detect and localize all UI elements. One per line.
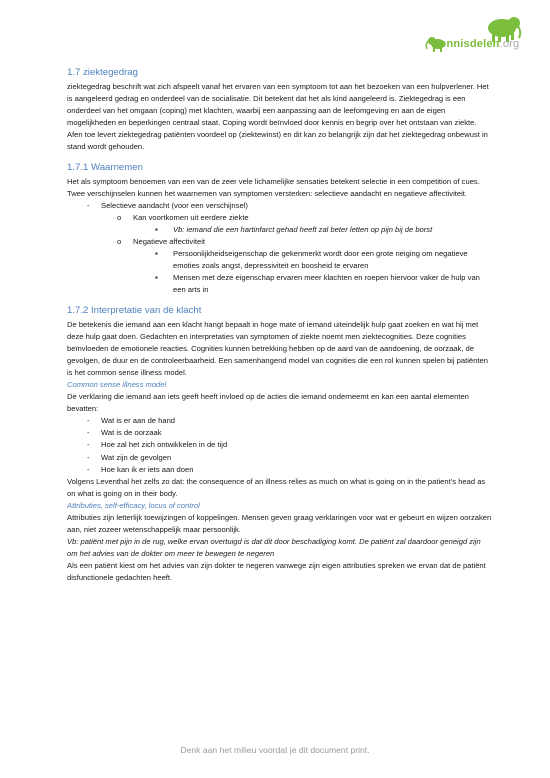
- paragraph-verklaring: De verklaring die iemand aan iets geeft heeft invloed op de acties die iemand onderneemt en kan een aantal elementen bevatten:: [67, 392, 469, 414]
- logo-text-main: Kennisdelen: [432, 38, 500, 50]
- bullet-list-elementen: [67, 415, 492, 475]
- list-item: - Hoe zal het zich ontwikkelen in de tijd: [67, 439, 492, 451]
- paragraph-voorbeeld: Vb: patiënt met pijn in de rug, welke ervan overtuigd is dat dit door beschadiging komt. De patiënt zal daardoor geneigd zijn om het advies van de dokter om meer te bewegen te negeren: [67, 537, 481, 559]
- logo-text-tld: .org: [499, 38, 520, 50]
- list-item: - Selectieve aandacht (voor een verschijnsel): [67, 200, 492, 212]
- list-item: - Hoe kan ik er iets aan doen: [67, 464, 492, 476]
- document-body: [67, 66, 492, 585]
- site-logo[interactable]: [418, 14, 528, 54]
- list-item: ▪ Persoonlijkheidseigenschap die gekenmerkt wordt door een grote neiging om negatieve emoties zoals angst, depressiviteit en boosheid te ervaren: [67, 248, 492, 272]
- paragraph-waarnemen: Het als symptoom benoemen van een van de zeer vele lichamelijke sensaties betekent selectie in een competition of cues. Twee verschijnselen kunnen het waarnemen van symptomen versterken: selectieve aandacht en negatieve affectiviteit.: [67, 176, 480, 198]
- list-item: ▪ Mensen met deze eigenschap ervaren meer klachten en roepen hiervoor vaker de hulp van een arts in: [67, 272, 492, 296]
- page-footer: Denk aan het milieu voordat je dit document print.: [180, 745, 370, 755]
- heading-1-7-2: 1.7.2 Interpretatie van de klacht: [67, 304, 202, 316]
- list-item: o Kan voortkomen uit eerdere ziekte: [67, 212, 492, 224]
- bullet-list-waarnemen: [67, 200, 492, 297]
- paragraph-interpretatie: De betekenis die iemand aan een klacht hangt bepaalt in hoge mate of iemand uiteindelijk hulp gaat zoeken en wat hij met deze hulp gaat doen. Gedachten en interpretaties van symptomen of ziekte noemt men ziektecognities. Deze cognities beïnvloeden de emotionele reacties. Cognities kunnen betrekking hebben op de aard van de aandoening, de oorzaak, de gevolgen, de duur en de controleerbaarheid. Een samenhangend model van cognities die een rol kunnen spelen bij patiënten is het common sense illness model.: [67, 319, 488, 377]
- list-item: - Wat is de oorzaak: [67, 427, 492, 439]
- paragraph-attributies: Attributies zijn letterlijk toewijzingen of koppelingen. Mensen geven graag verklaringen voor wat er gebeurt en wijzen oorzaken aan, niet zozeer wetenschappelijk maar persoonlijk.: [67, 513, 492, 535]
- heading-1-7-1: 1.7.1 Waarnemen: [67, 161, 143, 173]
- paragraph-disfunctioneel: Als een patiënt kiest om het advies van zijn dokter te negeren vanwege zijn eigen attributies spreken we ervan dat de patiënt disfunctionele gedachten heeft.: [67, 561, 486, 583]
- list-item: o Negatieve affectiviteit: [67, 236, 492, 248]
- subheading-common-sense: Common sense illness model: [67, 379, 167, 389]
- paragraph-ziektegedrag: ziektegedrag beschrift wat zich afspeelt vanaf het ervaren van een symptoom tot aan het bezoeken van een hulpverlener. Het is aangeleerd gedrag en onderdeel van de socialisatie. Dit betekent dat het als kind aangeleerd is. Ziektegedrag is een onderdeel van het omgaan (coping) met klachten, waarbij een aanpassing aan de leefomgeving en aan de eigen mogelijkheden en beperkingen centraal staat. Coping wordt beïnvloed door kennis en begrip over het ontstaan van ziekte. Afen toe levert ziektegedrag patiënten voordeel op (ziektewinst) en dit kan zo belangrijk zijn dat het ziektegedrag onbewust in stand wordt gehouden.: [67, 82, 489, 152]
- paragraph-leventhal: Volgens Leventhal het zelfs zo dat: the consequence of an illness relies as much on what is going on in the patient’s head as on what is going on in their body.: [67, 476, 486, 498]
- heading-1-7: 1.7 ziektegedrag: [67, 67, 138, 78]
- list-item: - Wat is er aan de hand: [67, 415, 492, 427]
- logo-wordmark: [432, 38, 519, 50]
- list-item: ▪ Vb: iemand die een hartinfarct gehad heeft zal beter letten op pijn bij de borst: [67, 224, 492, 236]
- list-item: - Wat zijn de gevolgen: [67, 452, 492, 464]
- subheading-attributies: Attributies, self-efficacy, locus of control: [67, 500, 200, 510]
